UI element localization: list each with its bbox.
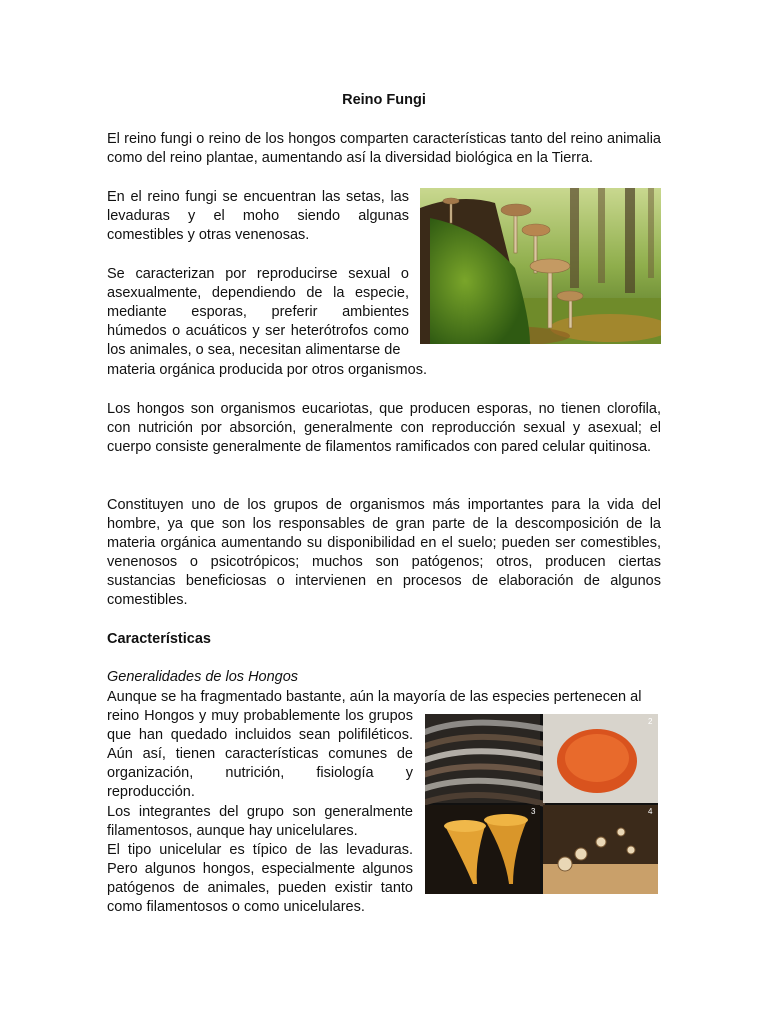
- collage-label-4: 4: [648, 807, 653, 816]
- reproduction-paragraph-end: materia orgánica producida por otros organismos.: [107, 362, 427, 378]
- reproduction-paragraph: Se caracterizan por reproducirse sexual o asexualmente, dependiendo de la especie, mediante esporas, preferir ambientes húmedos o acuáticos y ser heterótrofos como los animales, o sea, necesitan alimentarse de: [107, 266, 409, 358]
- subsection-heading: Generalidades de los Hongos: [107, 669, 299, 685]
- importance-paragraph: Constituyen uno de los grupos de organismos más importantes para la vida del hombre, ya que son los responsables de gran parte de la descomposición de la materia orgánica aumentando su disponibilidad en el suelo; pueden ser comestibles, venenosos o psicotrópicos; muchos son patógenos; otros, producen ciertas sustancias beneficiosas o intervienen en procesos de elaboración de algunos comestibles.: [107, 497, 661, 608]
- generalities-paragraph: reino Hongos y muy probablemente los grupos que han quedado incluidos sean polifiléticos. Aún así, tienen características comunes de organización, nutrición, fisiología y reproducción.: [107, 708, 413, 800]
- fungi-collage-photo: [425, 714, 658, 894]
- unicellular-paragraph: El tipo unicelular es típico de las levaduras. Pero algunos hongos, especialmente algunos patógenos de animales, pueden existir tanto como filamentosos o como unicelulares.: [107, 842, 413, 915]
- page-title: Reino Fungi: [342, 92, 426, 108]
- fungi-types-paragraph: En el reino fungi se encuentran las setas, las levaduras y el moho siendo algunas comestibles y otras venenosas.: [107, 189, 409, 243]
- forest-mushrooms-photo: [420, 188, 661, 344]
- eukaryote-paragraph: Los hongos son organismos eucariotas, que producen esporas, no tienen clorofila, con nutrición por absorción, generalmente con reproducción sexual y asexual; el cuerpo consiste generalmente de filamentos ramificados con pared celular quitinosa.: [107, 401, 661, 455]
- collage-label-2: 2: [648, 717, 653, 726]
- intro-paragraph: El reino fungi o reino de los hongos comparten características tanto del reino animalia como del reino plantae, aumentando así la diversidad biológica en la Tierra.: [107, 131, 661, 166]
- section-heading: Características: [107, 631, 211, 647]
- collage-label-3: 3: [531, 807, 536, 816]
- generalities-first-line: Aunque se ha fragmentado bastante, aún la mayoría de las especies pertenecen al: [107, 689, 642, 705]
- filamentous-paragraph: Los integrantes del grupo son generalmente filamentosos, aunque hay unicelulares.: [107, 804, 413, 839]
